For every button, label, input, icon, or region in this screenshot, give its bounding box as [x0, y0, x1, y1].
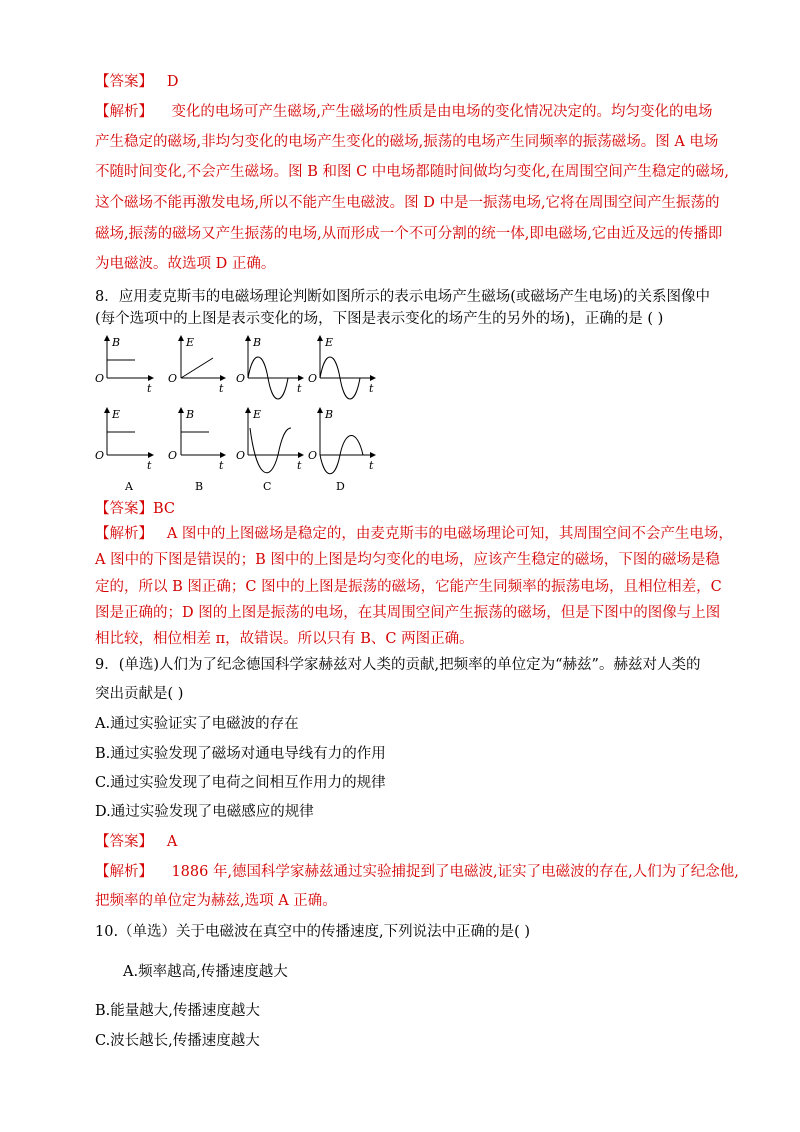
- q9-option-a: A.通过实验证实了电磁波的存在: [95, 716, 299, 732]
- origin-label: O: [168, 449, 178, 462]
- q8-stem-line-2: (每个选项中的上图是表示变化的场，下图是表示变化的场产生的另外的场)，正确的是 ( ): [95, 311, 664, 327]
- time-axis-label: t: [219, 459, 224, 472]
- q7-analysis-line-6: 为电磁波。故选项 D 正确。: [95, 256, 276, 272]
- graph-b-top-axis-label: E: [186, 336, 195, 349]
- field-graphs-figure: [95, 330, 395, 500]
- graph-c-bottom-axis-label: E: [253, 408, 262, 421]
- q7-analysis-line-5: 磁场,振荡的磁场又产生振荡的电场,从而形成一个不可分割的统一体,即电磁场,它由近及远的传播即: [95, 226, 723, 242]
- q9-analysis-line-2: 把频率的单位定为赫兹,选项 A 正确。: [95, 893, 337, 909]
- q7-analysis-line-1: [95, 102, 715, 122]
- option-caption-b: B: [195, 480, 204, 493]
- time-axis-label: t: [297, 382, 302, 395]
- q8-analysis-line-5: 相比较，相位相差 π，故错误。所以只有 B、C 两图正确。: [95, 631, 474, 647]
- graph-d-bottom-axis-label: B: [325, 408, 334, 421]
- q8-figure: [95, 330, 395, 500]
- q9-option-d: D.通过实验发现了电磁感应的规律: [95, 804, 314, 820]
- time-axis-label: t: [297, 459, 302, 472]
- origin-label: O: [236, 449, 246, 462]
- q10-stem: 10.（单选）关于电磁波在真空中的传播速度,下列说法中正确的是( ): [95, 924, 531, 940]
- q9-answer-line: [95, 832, 715, 852]
- origin-label: O: [308, 449, 318, 462]
- q8-analysis-line-2: A 图中的下图是错误的；B 图中的上图是均匀变化的电场，应该产生稳定的磁场，下图的磁场是稳: [95, 552, 720, 568]
- q8-analysis-line-1: [95, 524, 733, 544]
- q8-answer-line: [95, 499, 715, 519]
- q9-analysis-line-1: [95, 862, 739, 882]
- answer-value: BC: [153, 501, 176, 517]
- origin-label: O: [95, 372, 105, 385]
- graph-a-bottom-axis-label: E: [112, 408, 121, 421]
- time-axis-label: t: [147, 459, 152, 472]
- analysis-text: A 图中的上图磁场是稳定的，由麦克斯韦的电磁场理论可知，其周围空间不会产生电场，: [166, 526, 733, 542]
- analysis-text: 1886 年,德国科学家赫兹通过实验捕捉到了电磁波,证实了电磁波的存在,人们为了纪念他,: [171, 864, 739, 880]
- origin-label: O: [308, 372, 318, 385]
- q10-option-a: A.频率越高,传播速度越大: [123, 964, 288, 980]
- answer-tag: 【答案】: [95, 834, 153, 850]
- q7-analysis-line-4: 这个磁场不能再激发电场,所以不能产生电磁波。图 D 中是一振荡电场,它将在周围空间产生振荡的: [95, 195, 720, 211]
- q7-analysis-line-3: 不随时间变化,不会产生磁场。图 B 和图 C 中电场都随时间做均匀变化,在周围空间产生稳定的磁场,: [95, 164, 730, 180]
- q9-stem-line-2: 突出贡献是( ): [95, 686, 184, 702]
- analysis-text: 变化的电场可产生磁场,产生磁场的性质是由电场的变化情况决定的。均匀变化的电场: [171, 104, 713, 120]
- answer-value: A: [166, 834, 178, 850]
- q9-option-c: C.通过实验发现了电荷之间相互作用力的规律: [95, 775, 386, 791]
- q9-stem-line-1: 9．(单选)人们为了纪念德国科学家赫兹对人类的贡献,把频率的单位定为“赫兹”。赫兹对人类的: [95, 657, 701, 673]
- graph-a-top-axis-label: B: [112, 336, 121, 349]
- graph-c-top-axis-label: B: [253, 336, 262, 349]
- time-axis-label: t: [369, 382, 374, 395]
- option-caption-a: A: [125, 480, 133, 493]
- q7-analysis-line-2: 产生稳定的磁场,非均匀变化的电场产生变化的磁场,振荡的电场产生同频率的振荡磁场。图 A 电场: [95, 134, 719, 150]
- q10-option-c: C.波长越长,传播速度越大: [95, 1033, 260, 1049]
- q7-answer-line: [95, 72, 715, 92]
- q9-option-b: B.通过实验发现了磁场对通电导线有力的作用: [95, 746, 386, 762]
- answer-tag: 【答案】: [95, 501, 153, 517]
- analysis-tag: 【解析】: [95, 526, 153, 542]
- graph-b-bottom-axis-label: B: [186, 408, 195, 421]
- option-caption-c: C: [263, 480, 272, 493]
- q10-option-b: B.能量越大,传播速度越大: [95, 1003, 260, 1019]
- graph-d-top-axis-label: E: [325, 336, 334, 349]
- origin-label: O: [236, 372, 246, 385]
- q8-analysis-line-3: 定的，所以 B 图正确；C 图中的上图是振荡的磁场，它能产生同频率的振荡电场，且相位相差，C: [95, 579, 722, 595]
- q8-stem-line-1: 8．应用麦克斯韦的电磁场理论判断如图所示的表示电场产生磁场(或磁场产生电场)的关系图像中: [95, 289, 711, 305]
- origin-label: O: [168, 372, 178, 385]
- time-axis-label: t: [219, 382, 224, 395]
- answer-value: D: [166, 74, 179, 90]
- time-axis-label: t: [369, 459, 374, 472]
- origin-label: O: [95, 449, 105, 462]
- option-caption-d: D: [336, 480, 345, 493]
- q8-analysis-line-4: 图是正确的；D 图的上图是振荡的电场，在其周围空间产生振荡的磁场，但是下图中的图像与上图: [95, 605, 721, 621]
- analysis-tag: 【解析】: [95, 104, 153, 120]
- time-axis-label: t: [147, 382, 152, 395]
- answer-tag: 【答案】: [95, 74, 153, 90]
- analysis-tag: 【解析】: [95, 864, 153, 880]
